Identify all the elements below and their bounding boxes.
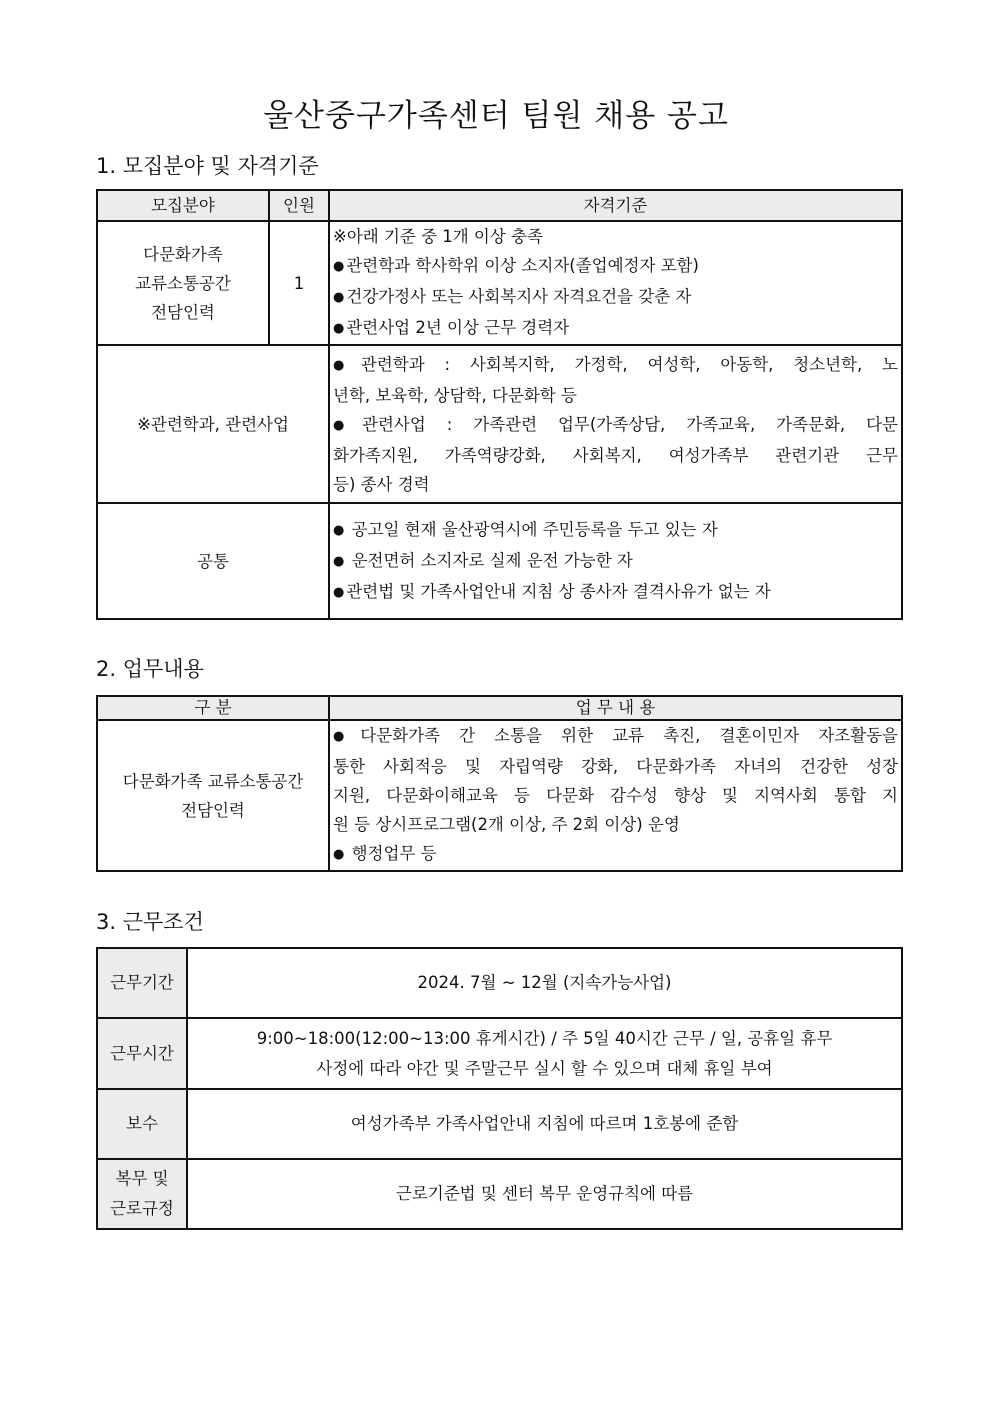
condition-value-hours: 9:00~18:00(12:00~13:00 휴게시간) / 주 5일 40시간 근무 / 일, 공휴일 휴무 사정에 따라 야간 및 주말근무 실시 할 수 있으며 대체 휴일 부여	[187, 1018, 902, 1089]
header-category: 구 분	[97, 696, 329, 720]
condition-value-rules: 근로기준법 및 센터 복무 운영규칙에 따름	[187, 1159, 902, 1229]
duty-line: ● 행정업무 등	[333, 844, 437, 863]
duty-content-cell	[329, 720, 902, 871]
section-2-heading: 2. 업무내용	[96, 657, 204, 681]
criteria-line: ● 관련학과 학사학위 이상 소지자(졸업예정자 포함)	[333, 256, 699, 275]
criteria-cell	[329, 221, 902, 345]
related-line: 년학, 보육학, 상담학, 다문화학 등	[333, 385, 577, 405]
related-line: 화가족지원, 가족역량강화, 사회복지, 여성가족부 관련기관 근무	[333, 445, 898, 465]
bullet-icon: ●	[333, 357, 359, 373]
condition-value-period: 2024. 7월 ~ 12월 (지속가능사업)	[187, 948, 902, 1018]
count-cell: 1	[269, 221, 329, 345]
bullet-icon: ●	[333, 553, 345, 569]
bullet-icon: ●	[333, 417, 361, 433]
page-title: 울산중구가족센터 팀원 채용 공고	[263, 98, 729, 134]
bullet-icon: ●	[333, 259, 345, 274]
field-cell	[97, 221, 269, 345]
bullet-icon: ●	[333, 847, 345, 862]
field-line: 전담인력	[151, 302, 215, 322]
condition-label-period: 근무기간	[97, 948, 187, 1018]
condition-label-hours: 근무시간	[97, 1018, 187, 1089]
condition-label-pay: 보수	[97, 1089, 187, 1159]
duty-line: 통한 사회적응 및 자립역량 강화, 다문화가족 자녀의 건강한 성장	[333, 757, 898, 776]
condition-label-rules: 복무 및 근로규정	[97, 1159, 187, 1229]
conditions-table	[96, 947, 903, 1230]
criteria-line: ● 관련사업 2년 이상 근무 경력자	[333, 318, 570, 337]
criteria-line: ● 건강가정사 또는 사회복지사 자격요건을 갖춘 자	[333, 287, 692, 306]
duty-label-cell	[97, 720, 329, 871]
common-label: 공통	[97, 503, 329, 619]
field-line: 교류소통공간	[135, 273, 231, 293]
common-cell	[329, 503, 902, 619]
related-label: ※관련학과, 관련사업	[97, 345, 329, 503]
header-criteria: 자격기준	[329, 190, 902, 221]
bullet-icon: ●	[333, 584, 345, 600]
common-line: ● 공고일 현재 울산광역시에 주민등록을 두고 있는 자	[333, 519, 718, 539]
bullet-icon: ●	[333, 729, 359, 744]
duty-line: 원 등 상시프로그램(2개 이상, 주 2회 이상) 운영	[333, 815, 680, 834]
qualification-table	[96, 189, 903, 620]
duty-label-line: 다문화가족 교류소통공간	[122, 771, 304, 791]
duties-table	[96, 695, 903, 872]
common-line: ● 관련법 및 가족사업안내 지침 상 종사자 결격사유가 없는 자	[333, 581, 771, 601]
header-count: 인원	[269, 190, 329, 221]
bullet-icon: ●	[333, 522, 345, 538]
bullet-icon: ●	[333, 290, 345, 305]
criteria-line: ※아래 기준 중 1개 이상 충족	[333, 227, 543, 246]
duty-line: 지원, 다문화이해교육 등 다문화 감수성 향상 및 지역사회 통합 지	[333, 786, 898, 805]
related-cell	[329, 345, 902, 503]
header-content: 업 무 내 용	[329, 696, 902, 720]
section-3-heading: 3. 근무조건	[96, 910, 204, 934]
section-1-heading: 1. 모집분야 및 자격기준	[96, 154, 319, 178]
bullet-icon: ●	[333, 321, 345, 336]
duty-label-line: 전담인력	[181, 800, 245, 820]
related-line: ● 관련사업 : 가족관련 업무(가족상담, 가족교육, 가족문화, 다문	[333, 414, 898, 434]
related-line: 등) 종사 경력	[333, 474, 430, 494]
header-field: 모집분야	[97, 190, 269, 221]
condition-value-pay: 여성가족부 가족사업안내 지침에 따르며 1호봉에 준함	[187, 1089, 902, 1159]
related-line: ● 관련학과 : 사회복지학, 가정학, 여성학, 아동학, 청소년학, 노	[333, 354, 898, 374]
duty-line: ● 다문화가족 간 소통을 위한 교류 촉진, 결혼이민자 자조활동을	[333, 726, 898, 745]
common-line: ● 운전면허 소지자로 실제 운전 가능한 자	[333, 550, 633, 570]
field-line: 다문화가족	[143, 244, 223, 264]
